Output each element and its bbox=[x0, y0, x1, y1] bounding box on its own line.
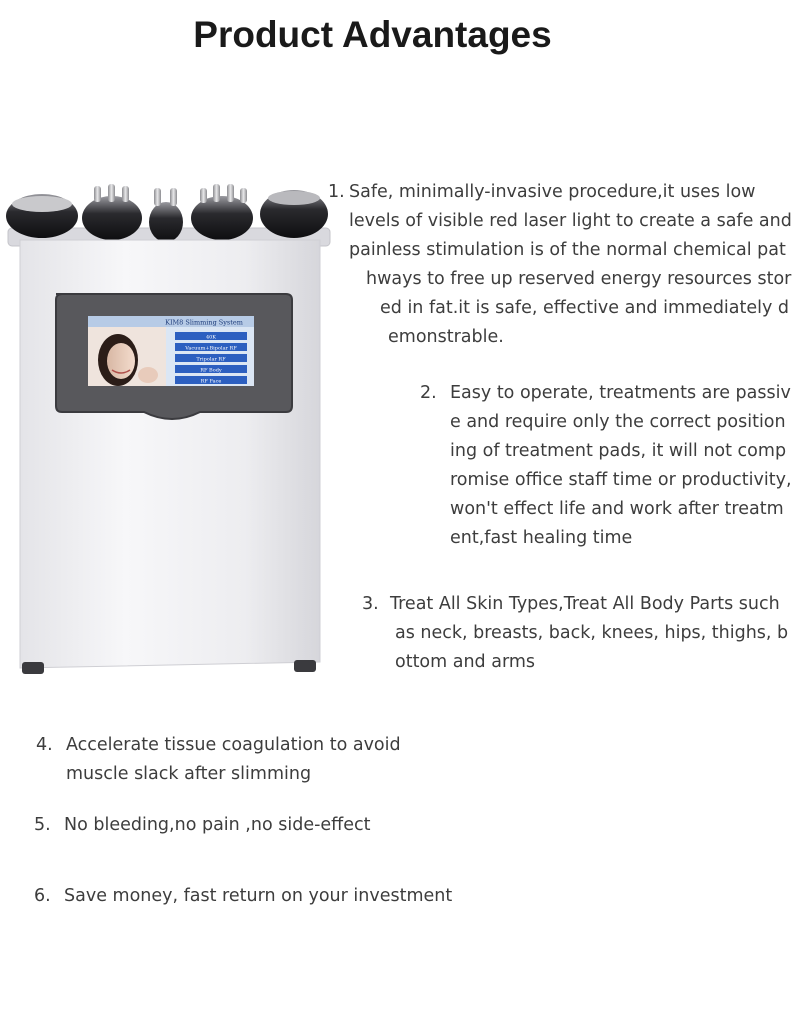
advantage-line: Treat All Skin Types,Treat All Body Parts such bbox=[390, 594, 780, 614]
screen-menu-item: 40K bbox=[205, 334, 217, 341]
handpiece-multipolar bbox=[191, 184, 253, 240]
advantage-line: won't effect life and work after treatm bbox=[450, 499, 784, 519]
advantage-line: Save money, fast return on your investment bbox=[64, 886, 453, 906]
handpiece-cavitation-right bbox=[260, 190, 328, 238]
screen-menu-item: RF Body bbox=[200, 367, 222, 374]
advantage-item-6 bbox=[34, 882, 494, 911]
advantage-item-1 bbox=[328, 178, 796, 352]
advantage-number: 5. bbox=[34, 815, 51, 835]
advantage-item-4 bbox=[36, 731, 456, 789]
advantage-number: 2. bbox=[420, 383, 437, 403]
advantage-line: ottom and arms bbox=[395, 652, 536, 672]
advantage-line: ed in fat.it is safe, effective and immediately d bbox=[380, 298, 790, 318]
device-touch-screen bbox=[88, 316, 254, 386]
screen-menu-item: Vacuum+Bipolar RF bbox=[185, 345, 237, 352]
advantage-line: muscle slack after slimming bbox=[66, 764, 312, 784]
handpiece-tripolar bbox=[82, 184, 142, 240]
advantage-line: romise office staff time or productivity, bbox=[450, 470, 792, 490]
advantage-line: painless stimulation is of the normal chemical pat bbox=[349, 240, 786, 260]
advantage-line: Safe, minimally-invasive procedure,it uses low bbox=[349, 182, 756, 202]
advantage-item-2 bbox=[420, 379, 800, 553]
advantage-number: 6. bbox=[34, 886, 51, 906]
advantage-number: 4. bbox=[36, 735, 53, 755]
slimming-device-image bbox=[0, 170, 340, 680]
advantage-line: ing of treatment pads, it will not comp bbox=[450, 441, 787, 461]
advantage-line: No bleeding,no pain ,no side-effect bbox=[64, 815, 371, 835]
advantage-line: Easy to operate, treatments are passiv bbox=[450, 383, 791, 403]
advantage-number: 3. bbox=[362, 594, 379, 614]
handpiece-bipolar bbox=[149, 188, 183, 242]
screen-menu-item: RF Face bbox=[200, 378, 222, 385]
handpiece-cavitation-left bbox=[6, 194, 78, 238]
advantage-line: emonstrable. bbox=[388, 327, 504, 347]
advantage-line: Accelerate tissue coagulation to avoid bbox=[66, 735, 401, 755]
screen-menu-item: Tripolar RF bbox=[196, 356, 226, 363]
advantage-line: e and require only the correct position bbox=[450, 412, 786, 432]
screen-header-text: KIM8 Slimming System bbox=[165, 318, 243, 327]
page-title: Product Advantages bbox=[193, 14, 552, 55]
advantage-item-3 bbox=[362, 590, 798, 677]
advantage-line: as neck, breasts, back, knees, hips, thighs, b bbox=[395, 623, 789, 643]
advantage-line: hways to free up reserved energy resources stor bbox=[366, 269, 792, 289]
advantage-item-5 bbox=[34, 811, 454, 840]
advantage-line: ent,fast healing time bbox=[450, 528, 633, 548]
advantage-line: levels of visible red laser light to create a safe and bbox=[349, 211, 792, 231]
advantage-number: 1. bbox=[328, 182, 345, 202]
